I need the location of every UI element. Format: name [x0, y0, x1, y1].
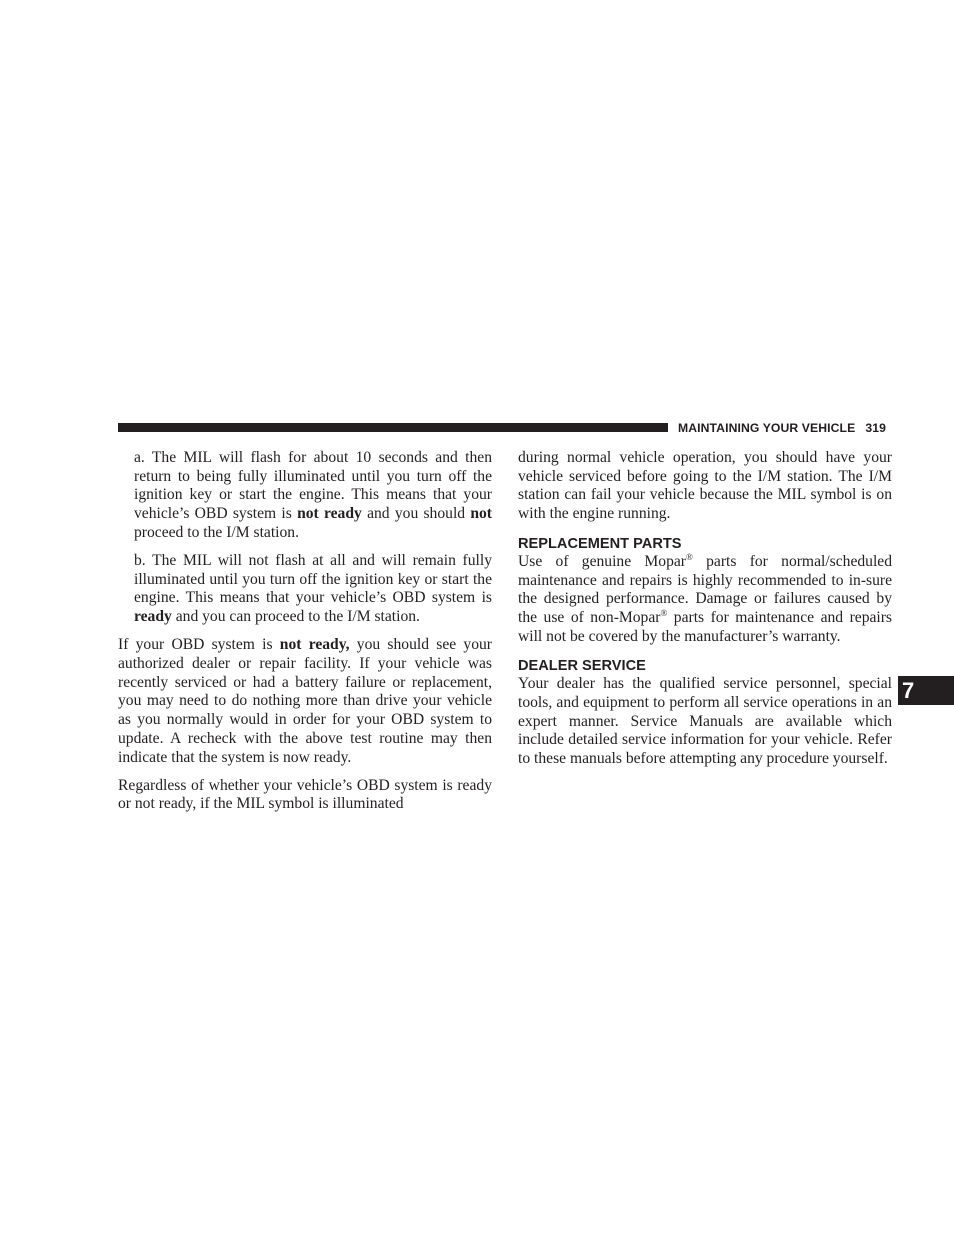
item-b-paragraph: b. The MIL will not flash at all and will remain fully illuminated until you turn off the ignition key or start the engine. This means that your vehicle’s OBD system is ready and you can proceed to the I/M station.: [134, 552, 492, 626]
item-a-paragraph: a. The MIL will flash for about 10 seconds and then return to being fully illuminated until you turn off the ignition key or start the engine. This means that your vehicle’s OBD system is not ready and you should not proceed to the I/M station.: [134, 449, 492, 541]
replacement-parts-heading: REPLACEMENT PARTS: [518, 535, 682, 552]
not-ready-paragraph: If your OBD system is not ready, you should see your authorized dealer or repair facility. If your vehicle was recently serviced or had a battery failure or replacement, you may need to do nothing more than drive your vehicle as you normally would in order for your OBD system to update. A recheck with the above test routine may then indicate that the system is now ready.: [118, 636, 492, 766]
section-title: MAINTAINING YOUR VEHICLE: [678, 421, 856, 435]
chapter-tab: 7: [898, 676, 954, 705]
replacement-parts-paragraph: Use of genuine Mopar® parts for normal/scheduled maintenance and repairs is highly recommended to in-sure the designed performance. Damage or failures caused by the use of non-Mopar® parts for maintenance and repairs will not be covered by the manufacturer’s warranty.: [518, 551, 893, 645]
emphasis-ready: ready: [134, 608, 172, 626]
emphasis-not: not: [470, 505, 492, 523]
emphasis-not-ready-comma: not ready,: [279, 636, 350, 654]
regardless-paragraph: Regardless of whether your vehicle’s OBD system is ready or not ready, if the MIL symbol is illuminated: [118, 776, 492, 813]
right-column: [518, 449, 892, 778]
registered-mark: ®: [686, 551, 693, 562]
header-rule: [118, 423, 668, 432]
dealer-service-paragraph: Your dealer has the qualified service personnel, special tools, and equipment to perform all service operations in an expert manner. Service Manuals are available which include detailed service information for your vehicle. Refer to these manuals before attempting any procedure yourself.: [518, 675, 892, 768]
running-header: [678, 420, 893, 436]
left-column: [118, 449, 492, 824]
continued-paragraph: during normal vehicle operation, you should have your vehicle serviced before going to the I/M station. The I/M station can fail your vehicle because the MIL symbol is on with the engine running.: [518, 449, 892, 523]
emphasis-not-ready: not ready: [297, 505, 362, 523]
registered-mark: ®: [660, 607, 668, 618]
page-number: 319: [865, 421, 886, 435]
dealer-service-heading: DEALER SERVICE: [518, 658, 646, 675]
